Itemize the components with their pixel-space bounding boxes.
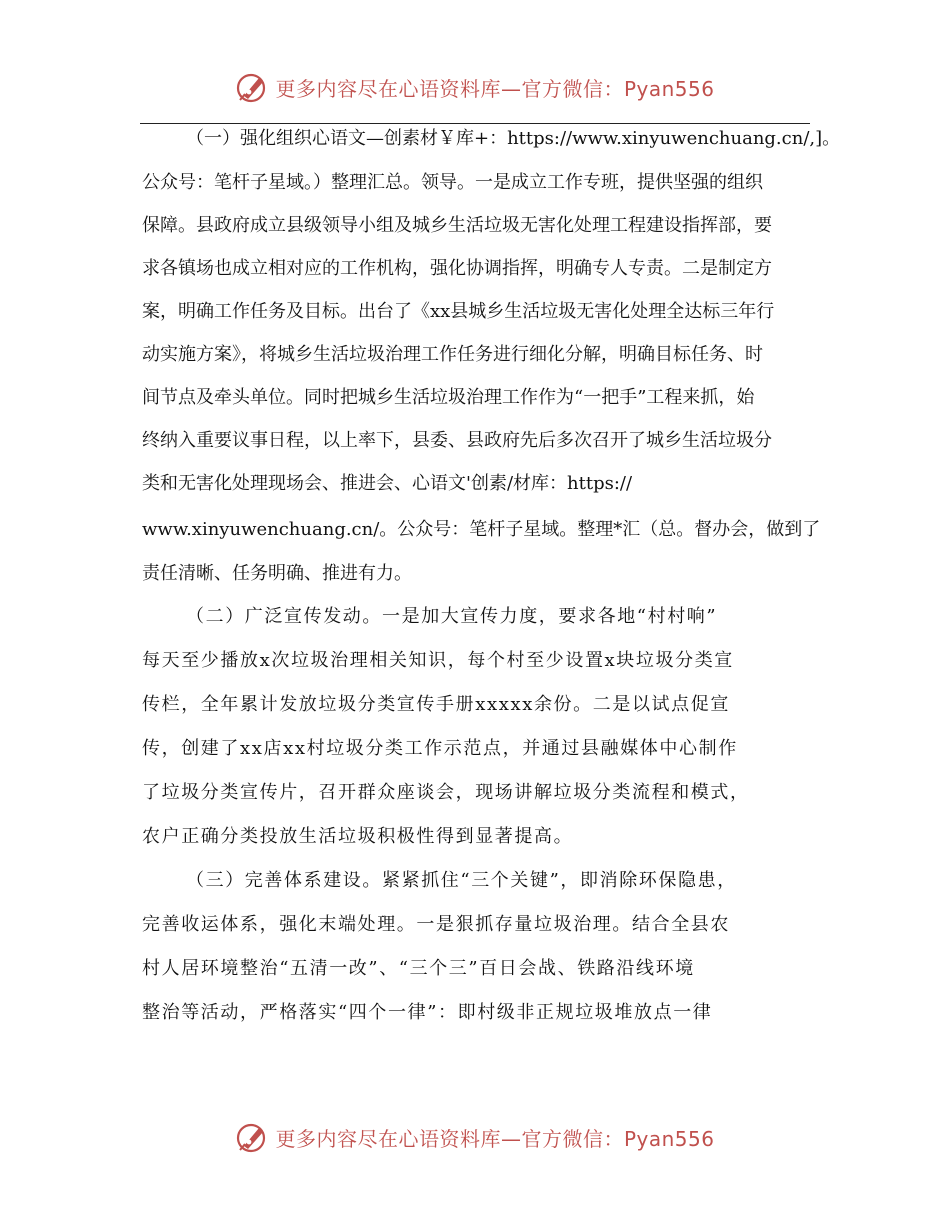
paragraph-2-line-1: （二）广泛宣传发动。一是加大宣传力度，要求各地“村村响”	[186, 606, 718, 627]
paragraph-3-line-2: 完善收运体系，强化末端处理。一是狠抓存量垃圾治理。结合全县农	[142, 914, 730, 935]
paragraph-2-line-3: 传栏，全年累计发放垃圾分类宣传手册xxxxx余份。二是以试点促宣	[142, 694, 730, 715]
watermark-text: 更多内容尽在心语资料库—官方微信：Pyan556	[275, 1126, 715, 1151]
paragraph-2-line-2: 每天至少播放x次垃圾治理相关知识，每个村至少设置x块垃圾分类宣	[142, 650, 734, 671]
paragraph-1-line-9: 类和无害化处理现场会、推进会、心语文'创素/材库：https://	[142, 473, 633, 494]
paragraph-1-line-5: 案，明确工作任务及目标。出台了《xx县城乡生活垃圾无害化处理全达标三年行	[142, 301, 775, 322]
paragraph-1-line-2: 公众号：笔杆子星域。）整理汇总。领导。一是成立工作专班，提供坚强的组织	[142, 172, 763, 193]
footer-watermark-banner	[0, 1120, 950, 1154]
paragraph-1-line-1: （一）强化组织心语文—创素材￥库+：https://www.xinyuwenchuang.cn/,]。	[186, 128, 841, 149]
paragraph-3-line-3: 村人居环境整治“五清一改”、“三个三”百日会战、铁路沿线环境	[142, 958, 695, 979]
watermark-text: 更多内容尽在心语资料库—官方微信：Pyan556	[275, 76, 715, 101]
paragraph-1-line-3: 保障。县政府成立县级领导小组及城乡生活垃圾无害化处理工程建设指挥部，要	[142, 215, 772, 236]
paragraph-1-line-8: 终纳入重要议事日程，以上率下，县委、县政府先后多次召开了城乡生活垃圾分	[142, 430, 772, 451]
paragraph-2-line-6: 农户正确分类投放生活垃圾积极性得到显著提高。	[142, 826, 574, 847]
paragraph-1-line-7: 间节点及牵头单位。同时把城乡生活垃圾治理工作作为“一把手”工程来抓，始	[142, 387, 755, 408]
header-divider	[140, 123, 810, 124]
paragraph-2-line-5: 了垃圾分类宣传片，召开群众座谈会，现场讲解垃圾分类流程和模式，	[142, 782, 750, 803]
paragraph-3-line-1: （三）完善体系建设。紧紧抓住“三个关键”，即消除环保隐患，	[186, 870, 737, 891]
pen-nib-seal-icon	[235, 70, 269, 104]
paragraph-2-line-4: 传，创建了xx店xx村垃圾分类工作示范点，并通过县融媒体中心制作	[142, 738, 738, 759]
paragraph-1-line-4: 求各镇场也成立相对应的工作机构，强化协调指挥，明确专人专责。二是制定方	[142, 258, 772, 279]
paragraph-3-line-4: 整治等活动，严格落实“四个一律”：即村级非正规垃圾堆放点一律	[142, 1002, 713, 1023]
paragraph-1-line-6: 动实施方案》，将城乡生活垃圾治理工作任务进行细化分解，明确目标任务、时	[142, 344, 763, 365]
paragraph-1-line-10: www.xinyuwenchuang.cn/。公众号：笔杆子星域。整理*汇（总。督办会，做到了	[142, 519, 821, 540]
paragraph-1-line-11: 责任清晰、任务明确、推进有力。	[142, 563, 412, 584]
pen-nib-seal-icon	[235, 1120, 269, 1154]
header-watermark-banner	[0, 70, 950, 104]
